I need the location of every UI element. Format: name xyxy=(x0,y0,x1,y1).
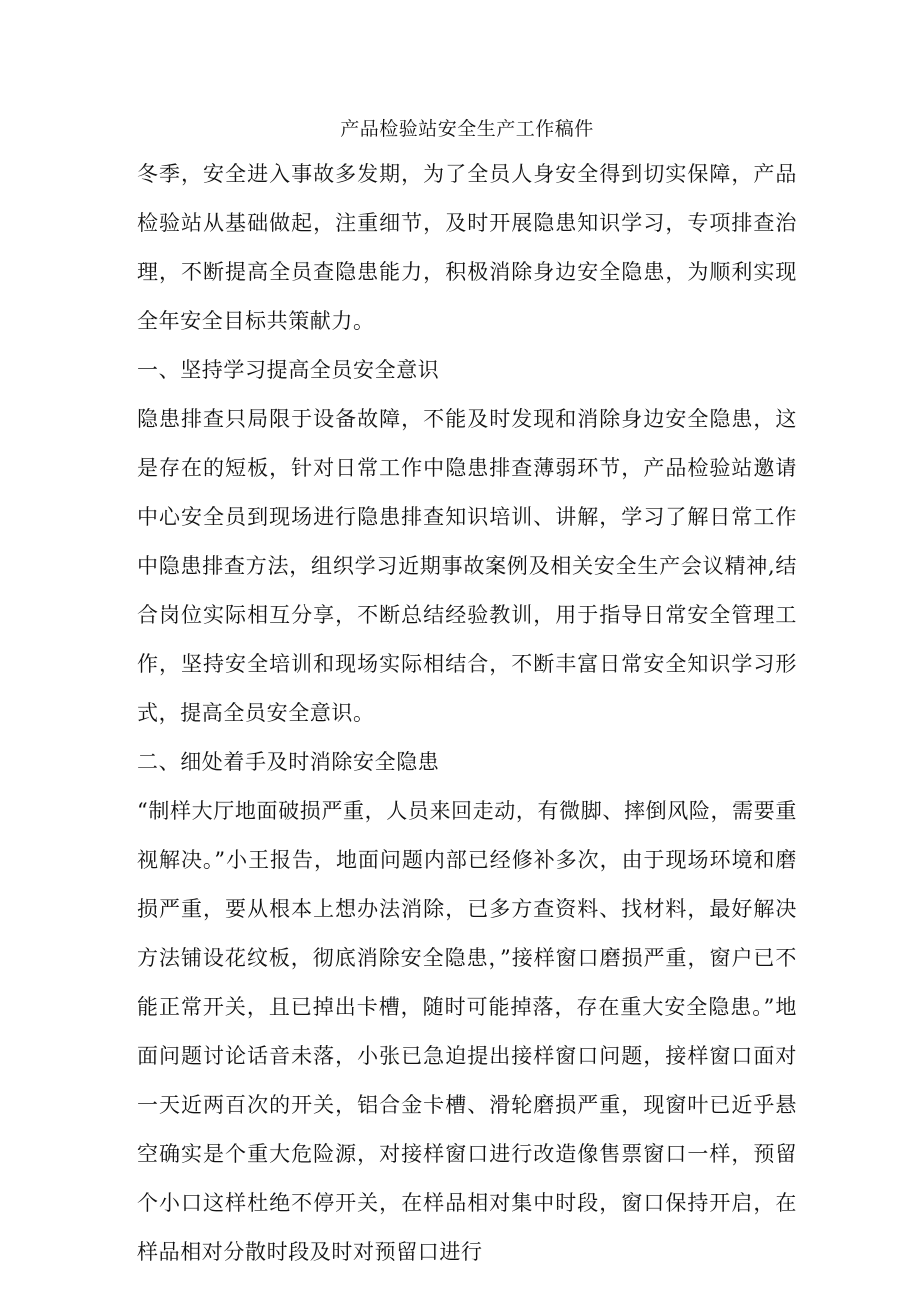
document-body xyxy=(137,112,797,1277)
section-2-paragraph: “制样大厅地面破损严重，人员来回走动，有微脚、摔倒风险，需要重视解决。”小王报告，地面问题内部已经修补多次，由于现场环境和磨损严重，要从根本上想办法消除，已多方查资料、找材料，最好解决方法铺设花纹板，彻底消除安全隐患，”接样窗口磨损严重，窗户已不能正常开关，且已掉出卡槽，随时可能掉落，存在重大安全隐患。”地面问题讨论话音未落，小张已急迫提出接样窗口问题，接样窗口面对一天近两百次的开关，铝合金卡槽、滑轮磨损严重，现窗叶已近乎悬空确实是个重大危险源，对接样窗口进行改造像售票窗口一样，预留个小口这样杜绝不停开关，在样品相对集中时段，窗口保持开启，在样品相对分散时段及时对预留口进行 xyxy=(137,799,797,1264)
section-2-heading: 二、细处着手及时消除安全隐患 xyxy=(137,750,440,774)
section-1-heading: 一、坚持学习提高全员安全意识 xyxy=(137,358,440,382)
document-title: 产品检验站安全生产工作稿件 xyxy=(340,118,594,140)
section-1-paragraph: 隐患排查只局限于设备故障，不能及时发现和消除身边安全隐患，这是存在的短板，针对日常工作中隐患排查薄弱环节，产品检验站邀请中心安全员到现场进行隐患排查知识培训、讲解，学习了解日常工作中隐患排查方法，组织学习近期事故案例及相关安全生产会议精神,结合岗位实际相互分享，不断总结经验教训，用于指导日常安全管理工作，坚持安全培训和现场实际相结合，不断丰富日常安全知识学习形式，提高全员安全意识。 xyxy=(137,407,797,725)
intro-paragraph: 冬季，安全进入事故多发期，为了全员人身安全得到切实保障，产品检验站从基础做起，注重细节，及时开展隐患知识学习，专项排查治理，不断提高全员查隐患能力，积极消除身边安全隐患，为顺利实现全年安全目标共策献力。 xyxy=(137,162,797,333)
